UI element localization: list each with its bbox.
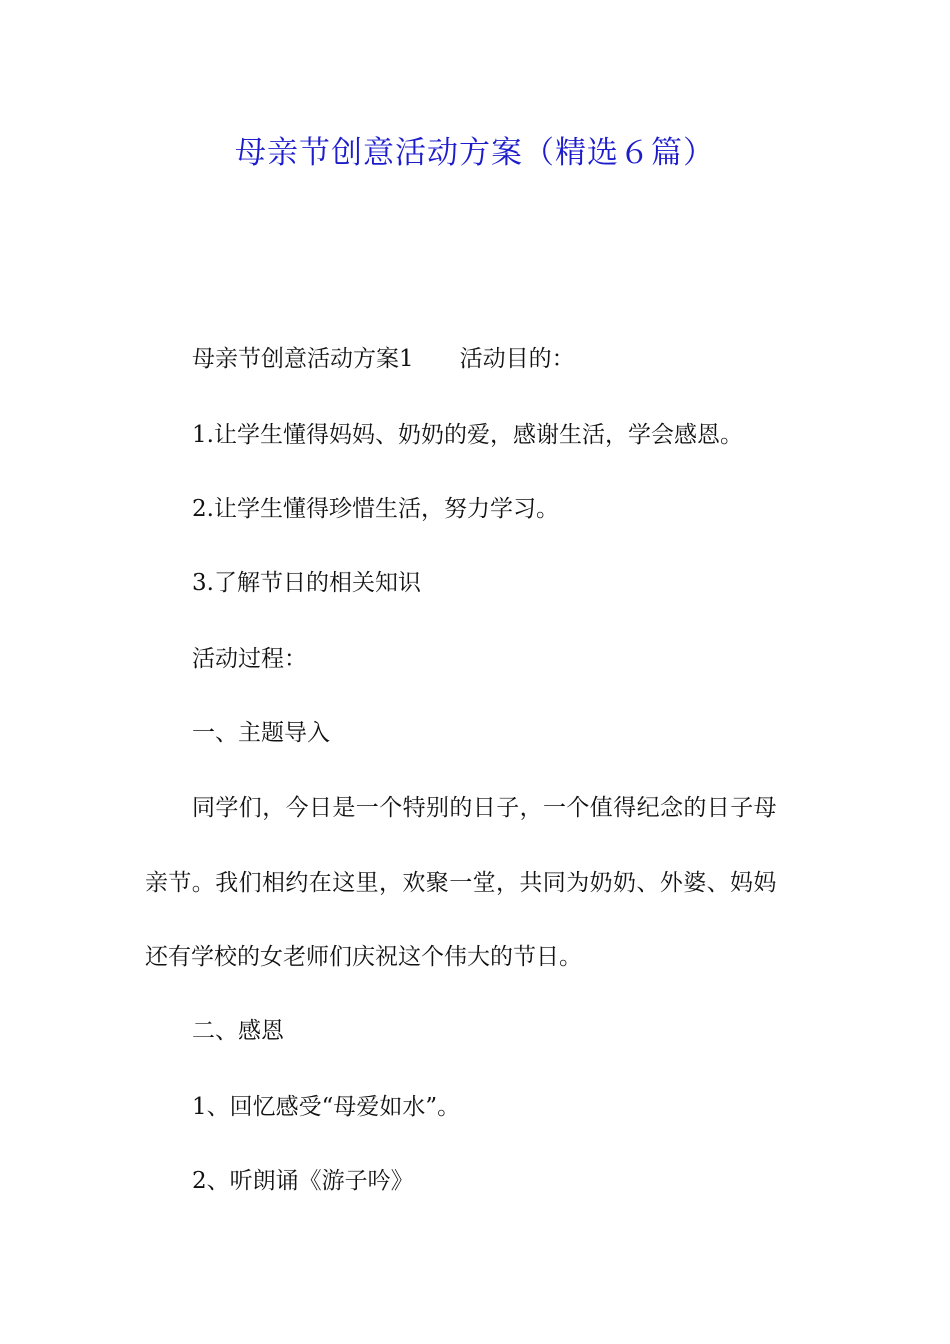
list-item: 2、听朗诵《游子吟》: [192, 1168, 414, 1194]
section-heading-line: [192, 342, 575, 376]
paragraph-line: 亲节。我们相约在这里，欢聚一堂，共同为奶奶、外婆、妈妈: [145, 870, 777, 896]
process-label: 活动过程：: [192, 646, 307, 672]
part1-heading: 一、主题导入: [192, 720, 330, 746]
section-heading: 母亲节创意活动方案1: [192, 346, 414, 372]
heading-subtitle: 活动目的：: [459, 346, 575, 372]
goal-item: 1.让学生懂得妈妈、奶奶的爱，感谢生活，学会感恩。: [192, 422, 743, 448]
goal-item: 3.了解节日的相关知识: [192, 570, 421, 596]
paragraph-line: 还有学校的女老师们庆祝这个伟大的节日。: [145, 944, 582, 970]
goal-item: 2.让学生懂得珍惜生活，努力学习。: [192, 496, 559, 522]
document-title: 母亲节创意活动方案（精选６篇）: [235, 135, 715, 171]
list-item: 1、回忆感受“母爱如水”。: [192, 1094, 461, 1120]
paragraph-line: 同学们，今日是一个特别的日子，一个值得纪念的日子母: [192, 795, 777, 821]
part2-heading: 二、感恩: [192, 1018, 284, 1044]
